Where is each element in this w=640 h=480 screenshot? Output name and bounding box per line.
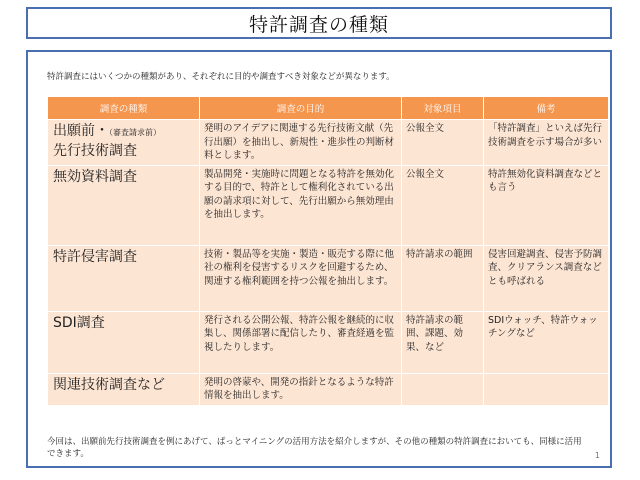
- cell-target: [402, 373, 484, 405]
- cell-note: 「特許調査」といえば先行技術調査を示す場合が多い: [484, 120, 609, 166]
- cell-note: [484, 373, 609, 405]
- cell-type: SDI調査: [48, 311, 200, 373]
- type-line2: 先行技術調査: [53, 143, 137, 159]
- cell-target: 公報全文: [402, 165, 484, 245]
- intro-text: 特許調査にはいくつかの種類があり、それぞれに目的や調査すべき対象などが異なります。: [47, 72, 395, 82]
- table-row: [48, 311, 609, 373]
- header-note: 備考: [484, 97, 609, 120]
- table-row: [48, 165, 609, 245]
- cell-target: 特許請求の範囲: [402, 245, 484, 311]
- cell-type: 無効資料調査: [48, 165, 200, 245]
- cell-type: 特許侵害調査: [48, 245, 200, 311]
- table-header-row: [48, 97, 609, 120]
- outro-text: 今回は、出願前先行技術調査を例にあげて、ぱっとマイニングの活用方法を紹介しますが、その他の種類の特許調査においても、同様に活用できます。: [47, 437, 582, 459]
- page-number: 1: [594, 451, 600, 460]
- cell-purpose: 製品開発・実施時に問題となる特許を無効化する目的で、特許として権利化されている出願の請求項に対して、先行出願から無効理由を抽出します。: [200, 165, 402, 245]
- slide-title: [26, 7, 612, 39]
- header-type: 調査の種類: [48, 97, 200, 120]
- cell-type: [48, 120, 200, 166]
- header-purpose: 調査の目的: [200, 97, 402, 120]
- type-line1: 出願前・: [53, 123, 109, 139]
- table-row: [48, 120, 609, 166]
- cell-target: 特許請求の範囲、課題、効果、など: [402, 311, 484, 373]
- cell-purpose: 発明の啓蒙や、開発の指針となるような特許情報を抽出します。: [200, 373, 402, 405]
- table-row: [48, 373, 609, 405]
- cell-target: 公報全文: [402, 120, 484, 166]
- type-small-note: （審査請求前）: [109, 128, 161, 137]
- cell-purpose: 発明のアイデアに関連する先行技術文献（先行出願）を抽出し、新規性・進歩性の判断材料とします。: [200, 120, 402, 166]
- cell-purpose: 技術・製品等を実施・製造・販売する際に他社の権利を侵害するリスクを回避するため、関連する権利範囲を持つ公報を抽出します。: [200, 245, 402, 311]
- content-frame: [26, 50, 612, 468]
- cell-note: 侵害回避調査、侵害予防調査、クリアランス調査などとも呼ばれる: [484, 245, 609, 311]
- cell-note: 特許無効化資料調査などとも言う: [484, 165, 609, 245]
- title-text: 特許調査の種類: [248, 13, 389, 36]
- cell-type: 関連技術調査など: [48, 373, 200, 405]
- cell-purpose: 発行される公開公報、特許公報を継続的に収集し、関係部署に配信したり、審査経過を監視したりします。: [200, 311, 402, 373]
- header-target: 対象項目: [402, 97, 484, 120]
- table-row: [48, 245, 609, 311]
- survey-types-table: [47, 96, 609, 406]
- cell-note: SDIウォッチ、特許ウォッチングなど: [484, 311, 609, 373]
